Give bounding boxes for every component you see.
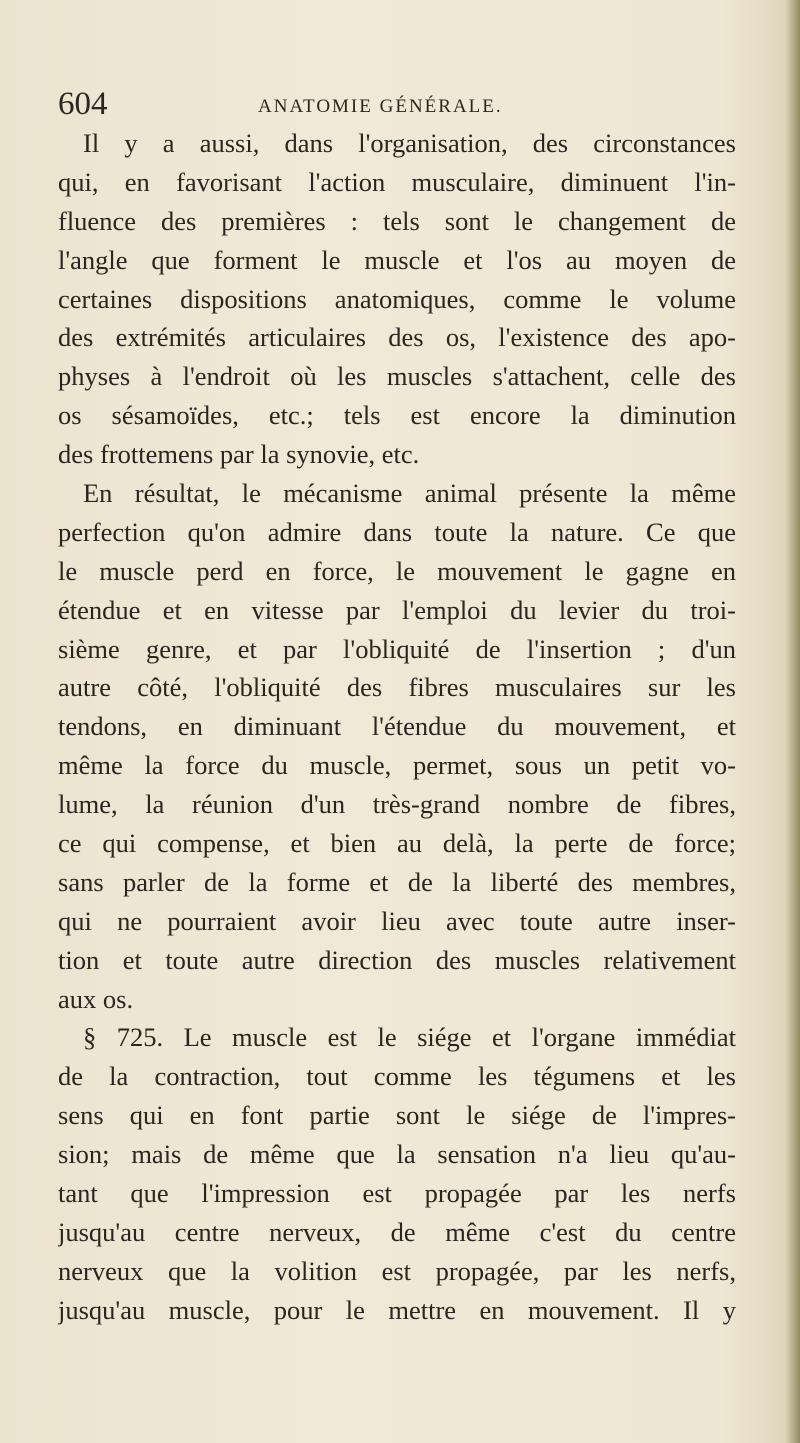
text-line: tion et toute autre direction des muscles relativement xyxy=(58,944,736,975)
text-line: qui ne pourraient avoir lieu avec toute autre inser- xyxy=(58,905,736,936)
text-line: ce qui compense, et bien au delà, la perte de force; xyxy=(58,828,736,859)
text-line: sens qui en font partie sont le siége de l'impres- xyxy=(58,1100,736,1131)
text-line: physes à l'endroit où les muscles s'attachent, celle des xyxy=(58,361,736,392)
text-line: Il y a aussi, dans l'organisation, des circonstances xyxy=(83,128,736,158)
text-line: l'angle que forment le muscle et l'os au moyen de xyxy=(58,244,736,275)
text-line: sion; mais de même que la sensation n'a lieu qu'au- xyxy=(58,1139,736,1170)
text-line: qui, en favorisant l'action musculaire, diminuent l'in- xyxy=(58,166,736,197)
text-line: le muscle perd en force, le mouvement le gagne en xyxy=(58,555,736,586)
text-line: aux os. xyxy=(58,983,134,1014)
text-line: jusqu'au centre nerveux, de même c'est du centre xyxy=(58,1216,736,1247)
text-line: perfection qu'on admire dans toute la nature. Ce que xyxy=(58,516,736,547)
text-line: nerveux que la volition est propagée, par les nerfs, xyxy=(58,1255,736,1286)
text-line: sans parler de la forme et de la liberté des membres, xyxy=(58,866,736,897)
text-line: jusqu'au muscle, pour le mettre en mouvement. Il y xyxy=(58,1294,736,1325)
text-line: étendue et en vitesse par l'emploi du levier du troi- xyxy=(58,594,736,625)
text-line: § 725. Le muscle est le siége et l'organe immédiat xyxy=(83,1022,736,1053)
text-line: de la contraction, tout comme les tégumens et les xyxy=(58,1061,736,1092)
page-number: 604 xyxy=(58,86,108,122)
text-line: fluence des premières : tels sont le changement de xyxy=(58,205,736,236)
body-text xyxy=(58,124,736,1330)
text-line: certaines dispositions anatomiques, comme le volume xyxy=(58,283,736,314)
text-line: autre côté, l'obliquité des fibres musculaires sur les xyxy=(58,672,736,703)
text-line: En résultat, le mécanisme animal présente la même xyxy=(83,478,736,509)
text-line: même la force du muscle, permet, sous un petit vo- xyxy=(58,750,736,781)
page-edge-shadow xyxy=(776,0,800,1443)
text-line: tendons, en diminuant l'étendue du mouvement, et xyxy=(58,711,736,742)
text-line: tant que l'impression est propagée par les nerfs xyxy=(58,1178,736,1209)
text-line: lume, la réunion d'un très-grand nombre de fibres, xyxy=(58,789,736,820)
text-line: des frottemens par la synovie, etc. xyxy=(58,439,420,470)
text-line: sième genre, et par l'obliquité de l'insertion ; d'un xyxy=(58,633,736,664)
text-line: os sésamoïdes, etc.; tels est encore la diminution xyxy=(58,400,736,431)
text-line: des extrémités articulaires des os, l'existence des apo- xyxy=(58,322,736,353)
page-header xyxy=(58,86,738,126)
running-title: ANATOMIE GÉNÉRALE. xyxy=(258,96,503,117)
